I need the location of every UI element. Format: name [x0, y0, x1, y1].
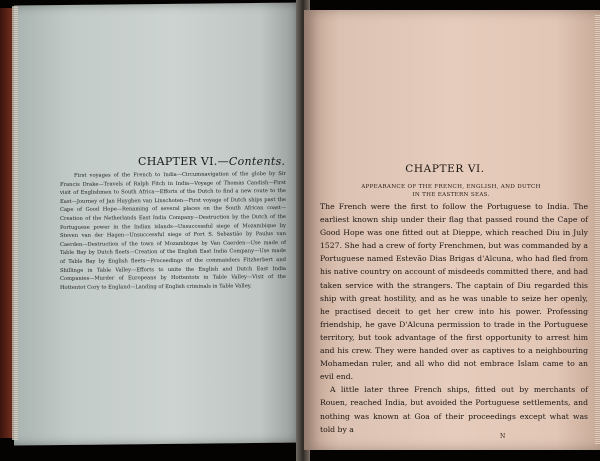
chapter-contents-summary: First voyages of the French to India—Circumnavigation of the globe by Sir Francis Drake—Travels of Ralph Fitch in India—Voyage of Thomas Candish—First visit of Englishmen to South Africa—Efforts of the Dutch to find a new route to the East—Journey of Jan Huyghen van Linschoten—First voyage of Dutch ships past the Cape of Good Hope—Renaming of several places on the South African coast—Creation of the Netherlands East India Company—Destruction by the Dutch of the Portuguese power in the Indian islands—Unsuccessful siege of Mozambique by Steven van der Hagen—Unsuccessful siege of Fort S. Sebastião by Paulus van Caerden—Destruction of the town of Mozambique by Van Caerden—Use made of Table Bay by Dutch fleets—Creation of the English East India Company—Use made of Table Bay by English fleets—Proceedings of the commanders Fitzherbert and Shillinge in Table Valley—Efforts to unite the English and Dutch East India Companies—Murder of Europeans by Hottentots in Table Valley—Visit of the Hottentot Cory to England—Landing of English criminals in Table Valley.	[60, 171, 286, 291]
signature-mark: N	[500, 433, 506, 440]
body-paragraph-2: A little later three French ships, fitted out by merchants of Rouen, reached India, but avoided the Portuguese settlements, and nothing was known at Goa of their proceedings except what was told by a	[320, 385, 588, 434]
chapter-subtitle-line-2: IN THE EASTERN SEAS.	[412, 192, 490, 198]
right-chapter-title: CHAPTER VI.	[405, 163, 485, 175]
body-paragraph-1: The French were the first to follow the Portuguese to India. The earliest known ship under their flag that passed round the Cape of Good Hope was one fitted out at Dieppe, which reached Diu in July 1527. She had a crew of forty Frenchmen, but was commanded by a Portuguese named Estevão Dias Brigas d'Alcuna, who had fled from his native country on account of misdeeds committed there, and had taken service with the strangers. The captain of Diu regarded this ship with great hostility, and as he was unable to seize her openly, he practised deceit to get her crew into his power. Professing friendship, he gave D'Alcuna permission to trade in the Portuguese territory, but took advantage of the first opportunity to arrest him and his crew. They were handed over as captives to a neighbouring Mohamedan ruler, and all who did not embrace Islam came to an evil end.	[320, 202, 588, 382]
chapter-body-text	[320, 200, 588, 436]
chapter-subtitle-line-1: APPEARANCE OF THE FRENCH, ENGLISH, AND DUTCH	[361, 184, 541, 190]
left-chapter-heading: CHAPTER VI.—Contents.	[138, 155, 286, 168]
left-page-edges	[12, 6, 18, 440]
left-chapter-title: CHAPTER VI.	[138, 155, 218, 168]
contents-label: Contents.	[228, 155, 286, 168]
right-page-edges	[595, 14, 600, 444]
chapter-subtitle	[326, 183, 576, 199]
